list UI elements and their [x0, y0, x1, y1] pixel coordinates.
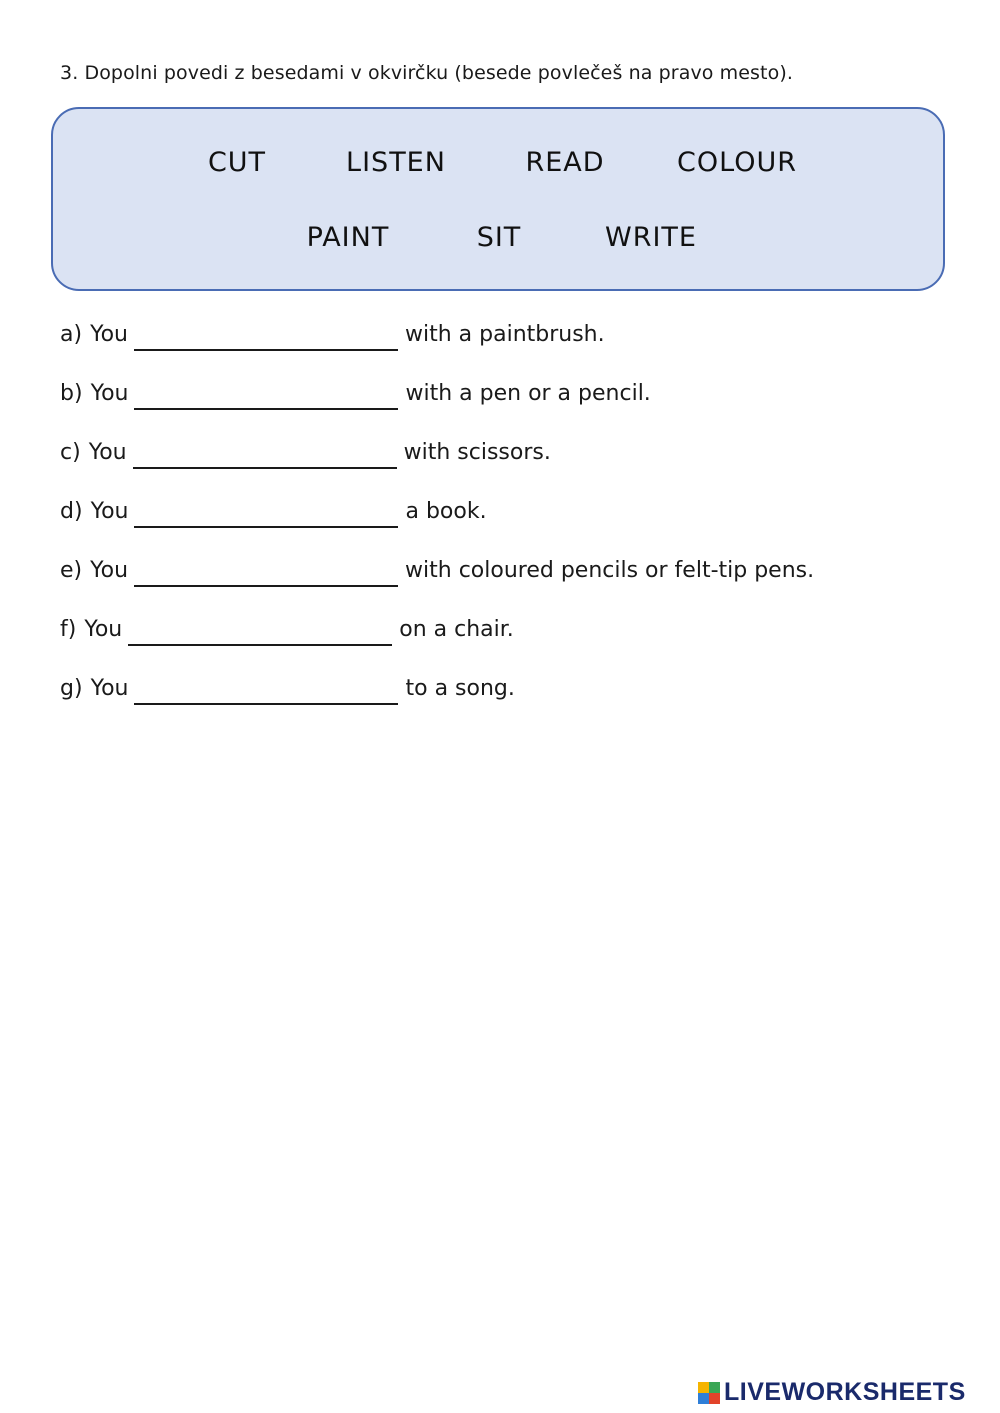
word-bank-item[interactable]: PAINT	[306, 222, 390, 253]
sentence-a	[60, 322, 605, 348]
sentence-d	[60, 499, 487, 525]
sentence-prefix: You	[90, 322, 128, 347]
answer-drop-field[interactable]	[134, 679, 398, 705]
word-bank-box	[51, 107, 945, 291]
word-bank-item[interactable]: CUT	[207, 147, 267, 178]
word-bank-item[interactable]: SIT	[476, 222, 522, 253]
sentence-rest: with a pen or a pencil.	[405, 381, 651, 406]
sentence-label: c)	[60, 440, 81, 465]
sentence-b	[60, 381, 651, 407]
sentence-prefix: You	[90, 676, 129, 701]
sentence-prefix: You	[88, 440, 127, 465]
sentence-f	[60, 617, 514, 643]
sentence-rest: a book.	[405, 499, 487, 524]
word-bank-item[interactable]: WRITE	[605, 222, 697, 253]
sentence-rest: on a chair.	[399, 617, 514, 642]
answer-drop-field[interactable]	[134, 502, 398, 528]
sentence-rest: to a song.	[405, 676, 515, 701]
word-bank-item[interactable]: COLOUR	[677, 147, 797, 178]
answer-drop-field[interactable]	[128, 620, 392, 646]
answer-drop-field[interactable]	[134, 325, 398, 351]
answer-drop-field[interactable]	[133, 443, 397, 469]
instruction-text: 3. Dopolni povedi z besedami v okvirčku (besede povlečeš na pravo mesto).	[60, 62, 793, 84]
sentence-prefix: You	[84, 617, 123, 642]
sentence-c	[60, 440, 551, 466]
brand-name: LIVEWORKSHEETS	[724, 1378, 966, 1406]
sentence-label: e)	[60, 558, 83, 583]
answer-drop-field[interactable]	[134, 384, 398, 410]
sentence-label: a)	[60, 322, 83, 347]
liveworksheets-brand[interactable]	[698, 1378, 966, 1407]
word-bank-item[interactable]: READ	[525, 147, 605, 178]
sentence-rest: with a paintbrush.	[405, 322, 605, 347]
sentence-prefix: You	[90, 381, 129, 406]
word-bank-item[interactable]: LISTEN	[346, 147, 446, 178]
liveworksheets-logo-icon	[698, 1382, 720, 1404]
sentence-label: f)	[60, 617, 77, 642]
sentence-label: b)	[60, 381, 83, 406]
sentence-e	[60, 558, 814, 584]
sentence-rest: with coloured pencils or felt-tip pens.	[405, 558, 815, 583]
sentence-g	[60, 676, 515, 702]
sentence-prefix: You	[90, 558, 129, 583]
sentence-label: g)	[60, 676, 83, 701]
sentence-rest: with scissors.	[403, 440, 551, 465]
sentence-prefix: You	[90, 499, 129, 524]
answer-drop-field[interactable]	[134, 561, 398, 587]
sentence-label: d)	[60, 499, 83, 524]
